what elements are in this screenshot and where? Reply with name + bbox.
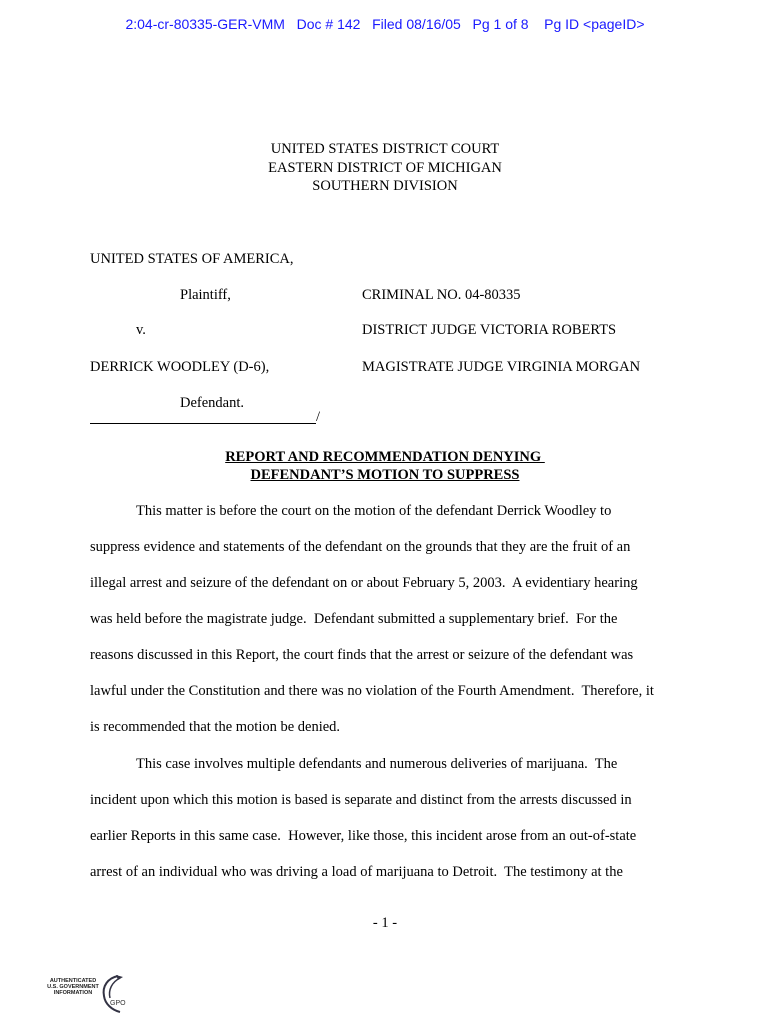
gpo-authentication-logo bbox=[44, 972, 128, 1016]
gpo-logo-text bbox=[44, 978, 102, 996]
body-line: earlier Reports in this same case. However, like those, this incident arose from an out-of-state bbox=[90, 828, 637, 844]
gpo-text-1: AUTHENTICATED bbox=[49, 978, 97, 984]
filing-stamp: 2:04-cr-80335-GER-VMM Doc # 142 Filed 08/16/05 Pg 1 of 8 Pg ID <pageID> bbox=[125, 16, 645, 32]
magistrate-judge: MAGISTRATE JUDGE VIRGINIA MORGAN bbox=[362, 359, 641, 375]
defendant-name: DERRICK WOODLEY (D-6), bbox=[90, 359, 270, 375]
title-line-2: DEFENDANT’S MOTION TO SUPPRESS bbox=[250, 467, 520, 483]
versus: v. bbox=[136, 322, 146, 338]
plaintiff-name: UNITED STATES OF AMERICA, bbox=[90, 251, 294, 267]
body-line: This case involves multiple defendants and numerous deliveries of marijuana. The bbox=[136, 756, 618, 772]
body-line: is recommended that the motion be denied. bbox=[90, 719, 341, 735]
body-line: lawful under the Constitution and there was no violation of the Fourth Amendment. Therefore, it bbox=[90, 683, 654, 699]
eagle-icon bbox=[96, 972, 126, 1016]
body-line: suppress evidence and statements of the defendant on the grounds that they are the fruit of an bbox=[90, 539, 631, 555]
body-line: incident upon which this motion is based is separate and distinct from the arrests discussed in bbox=[90, 792, 632, 808]
plaintiff-role: Plaintiff, bbox=[180, 287, 231, 303]
document-title bbox=[0, 448, 770, 484]
gpo-mark: GPO bbox=[110, 1000, 126, 1007]
body-line: reasons discussed in this Report, the court finds that the arrest or seizure of the defendant was bbox=[90, 647, 634, 663]
court-heading bbox=[0, 140, 770, 196]
title-line-1: REPORT AND RECOMMENDATION DENYING bbox=[225, 449, 545, 465]
court-line-2: EASTERN DISTRICT OF MICHIGAN bbox=[268, 159, 502, 176]
body-line: was held before the magistrate judge. Defendant submitted a supplementary brief. For the bbox=[90, 611, 618, 627]
body-line: This matter is before the court on the motion of the defendant Derrick Woodley to bbox=[136, 503, 612, 519]
district-judge: DISTRICT JUDGE VICTORIA ROBERTS bbox=[362, 322, 617, 338]
body-line: arrest of an individual who was driving a load of marijuana to Detroit. The testimony at the bbox=[90, 864, 623, 880]
criminal-number: CRIMINAL NO. 04-80335 bbox=[362, 287, 521, 303]
body-line: illegal arrest and seizure of the defendant on or about February 5, 2003. A evidentiary hearing bbox=[90, 575, 638, 591]
gpo-text-3: INFORMATION bbox=[53, 990, 93, 996]
court-line-1: UNITED STATES DISTRICT COURT bbox=[270, 141, 500, 157]
court-line-3: SOUTHERN DIVISION bbox=[312, 178, 458, 194]
caption-rule-slash: / bbox=[316, 409, 321, 425]
caption-rule bbox=[90, 423, 316, 424]
gpo-text-2: U.S. GOVERNMENT bbox=[47, 984, 99, 990]
defendant-role: Defendant. bbox=[180, 395, 245, 411]
page-number: - 1 - bbox=[372, 915, 398, 931]
